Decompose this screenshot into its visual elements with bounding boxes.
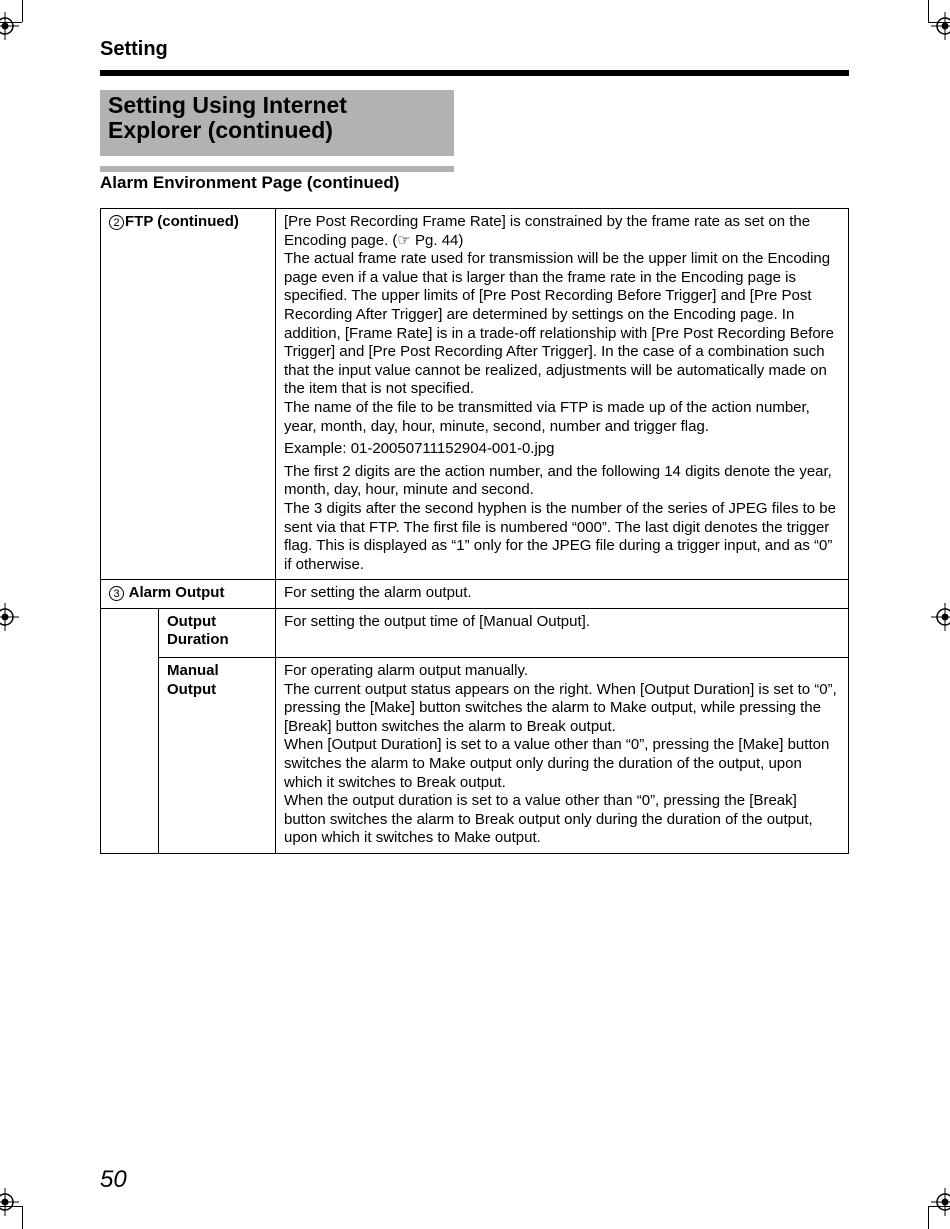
header-rule [100, 70, 849, 76]
row-desc-output-duration: For setting the output time of [Manual Output]. [276, 608, 849, 657]
row-label-ftp [101, 209, 276, 580]
registration-mark-icon [931, 603, 950, 631]
row-label-text: Output [167, 612, 217, 630]
page-title-line: Explorer (continued) [108, 117, 333, 143]
row-desc-manual-output [276, 658, 849, 854]
desc-paragraph: The actual frame rate used for transmission will be the upper limit on the Encoding page even if a value that is larger than the frame rate in the Encoding page is specified. The upper limits of [Pre Post Recording Before Trigger] and [Pre Post Recording After Trigger] are determined by settings on the Encoding page. In addition, [Frame Rate] is in a trade-off relationship with [Pre Post Recording Before Trigger] and [Pre Post Recording After Trigger]. In the case of a combination such that the input value cannot be realized, adjustments will be automatically made on the item that is not specified. [284, 250, 834, 398]
example-filename: Example: 01-20050711152904-001-0.jpg [284, 440, 555, 458]
row-label-output-duration [159, 608, 276, 657]
desc-paragraph: When the output duration is set to a value other than “0”, pressing the [Break] button switches the alarm to Break output only during the duration of the output, upon which it switches to Make output. [284, 792, 813, 847]
row-label-manual-output [159, 658, 276, 854]
desc-paragraph: The name of the file to be transmitted via FTP is made up of the action number, year, month, day, hour, minute, second, number and trigger flag. [284, 398, 810, 435]
circled-number-icon: 3 [109, 586, 124, 601]
row-label-text: Duration [167, 631, 229, 649]
registration-mark-icon [931, 12, 950, 40]
table-row-manual-output [101, 658, 849, 854]
registration-mark-icon [0, 12, 19, 40]
page-title [100, 90, 454, 156]
row-label-text: Manual [167, 662, 219, 680]
page-title-line: Setting Using Internet [108, 92, 347, 118]
desc-paragraph: The current output status appears on the right. When [Output Duration] is set to “0”, pressing the [Make] button switches the alarm to Make output, while pressing the [Break] button switches the alarm to Break output. [284, 680, 837, 735]
registration-mark-icon [0, 1188, 19, 1216]
page-number: 50 [100, 1166, 127, 1193]
row-label-text: Output [167, 680, 217, 698]
settings-table [100, 208, 849, 854]
desc-paragraph: When [Output Duration] is set to a value other than “0”, pressing the [Make] button switches the alarm to Make output only during the duration of the output, upon which it switches to Break output. [284, 736, 830, 791]
desc-paragraph: The first 2 digits are the action number, and the following 14 digits denote the year, month, day, hour, minute and second. [284, 462, 832, 499]
desc-paragraph: The 3 digits after the second hyphen is the number of the series of JPEG files to be sent via that FTP. The first file is numbered “000”. The last digit denotes the trigger flag. This is displayed as “1” only for the JPEG file during a trigger input, and as “0” if otherwise. [284, 499, 836, 573]
row-label-text: Alarm Output [128, 584, 225, 602]
sub-heading: Alarm Environment Page (continued) [100, 173, 400, 192]
indent-cell [101, 608, 159, 853]
section-label: Setting [100, 38, 168, 60]
row-desc-alarm-output: For setting the alarm output. [276, 580, 849, 609]
registration-mark-icon [931, 1188, 950, 1216]
table-row-ftp [101, 209, 849, 580]
row-label-alarm-output [101, 580, 276, 609]
table-row-output-duration [101, 608, 849, 657]
row-desc-ftp [276, 209, 849, 580]
desc-paragraph: [Pre Post Recording Frame Rate] is constrained by the frame rate as set on the Encoding page. (☞ Pg. 44) [284, 213, 811, 249]
circled-number-icon: 2 [109, 215, 124, 230]
registration-mark-icon [0, 603, 19, 631]
table-row-alarm-output [101, 580, 849, 609]
title-underline [100, 166, 454, 172]
desc-paragraph: For operating alarm output manually. [284, 662, 529, 680]
row-label-text: FTP (continued) [125, 213, 239, 230]
